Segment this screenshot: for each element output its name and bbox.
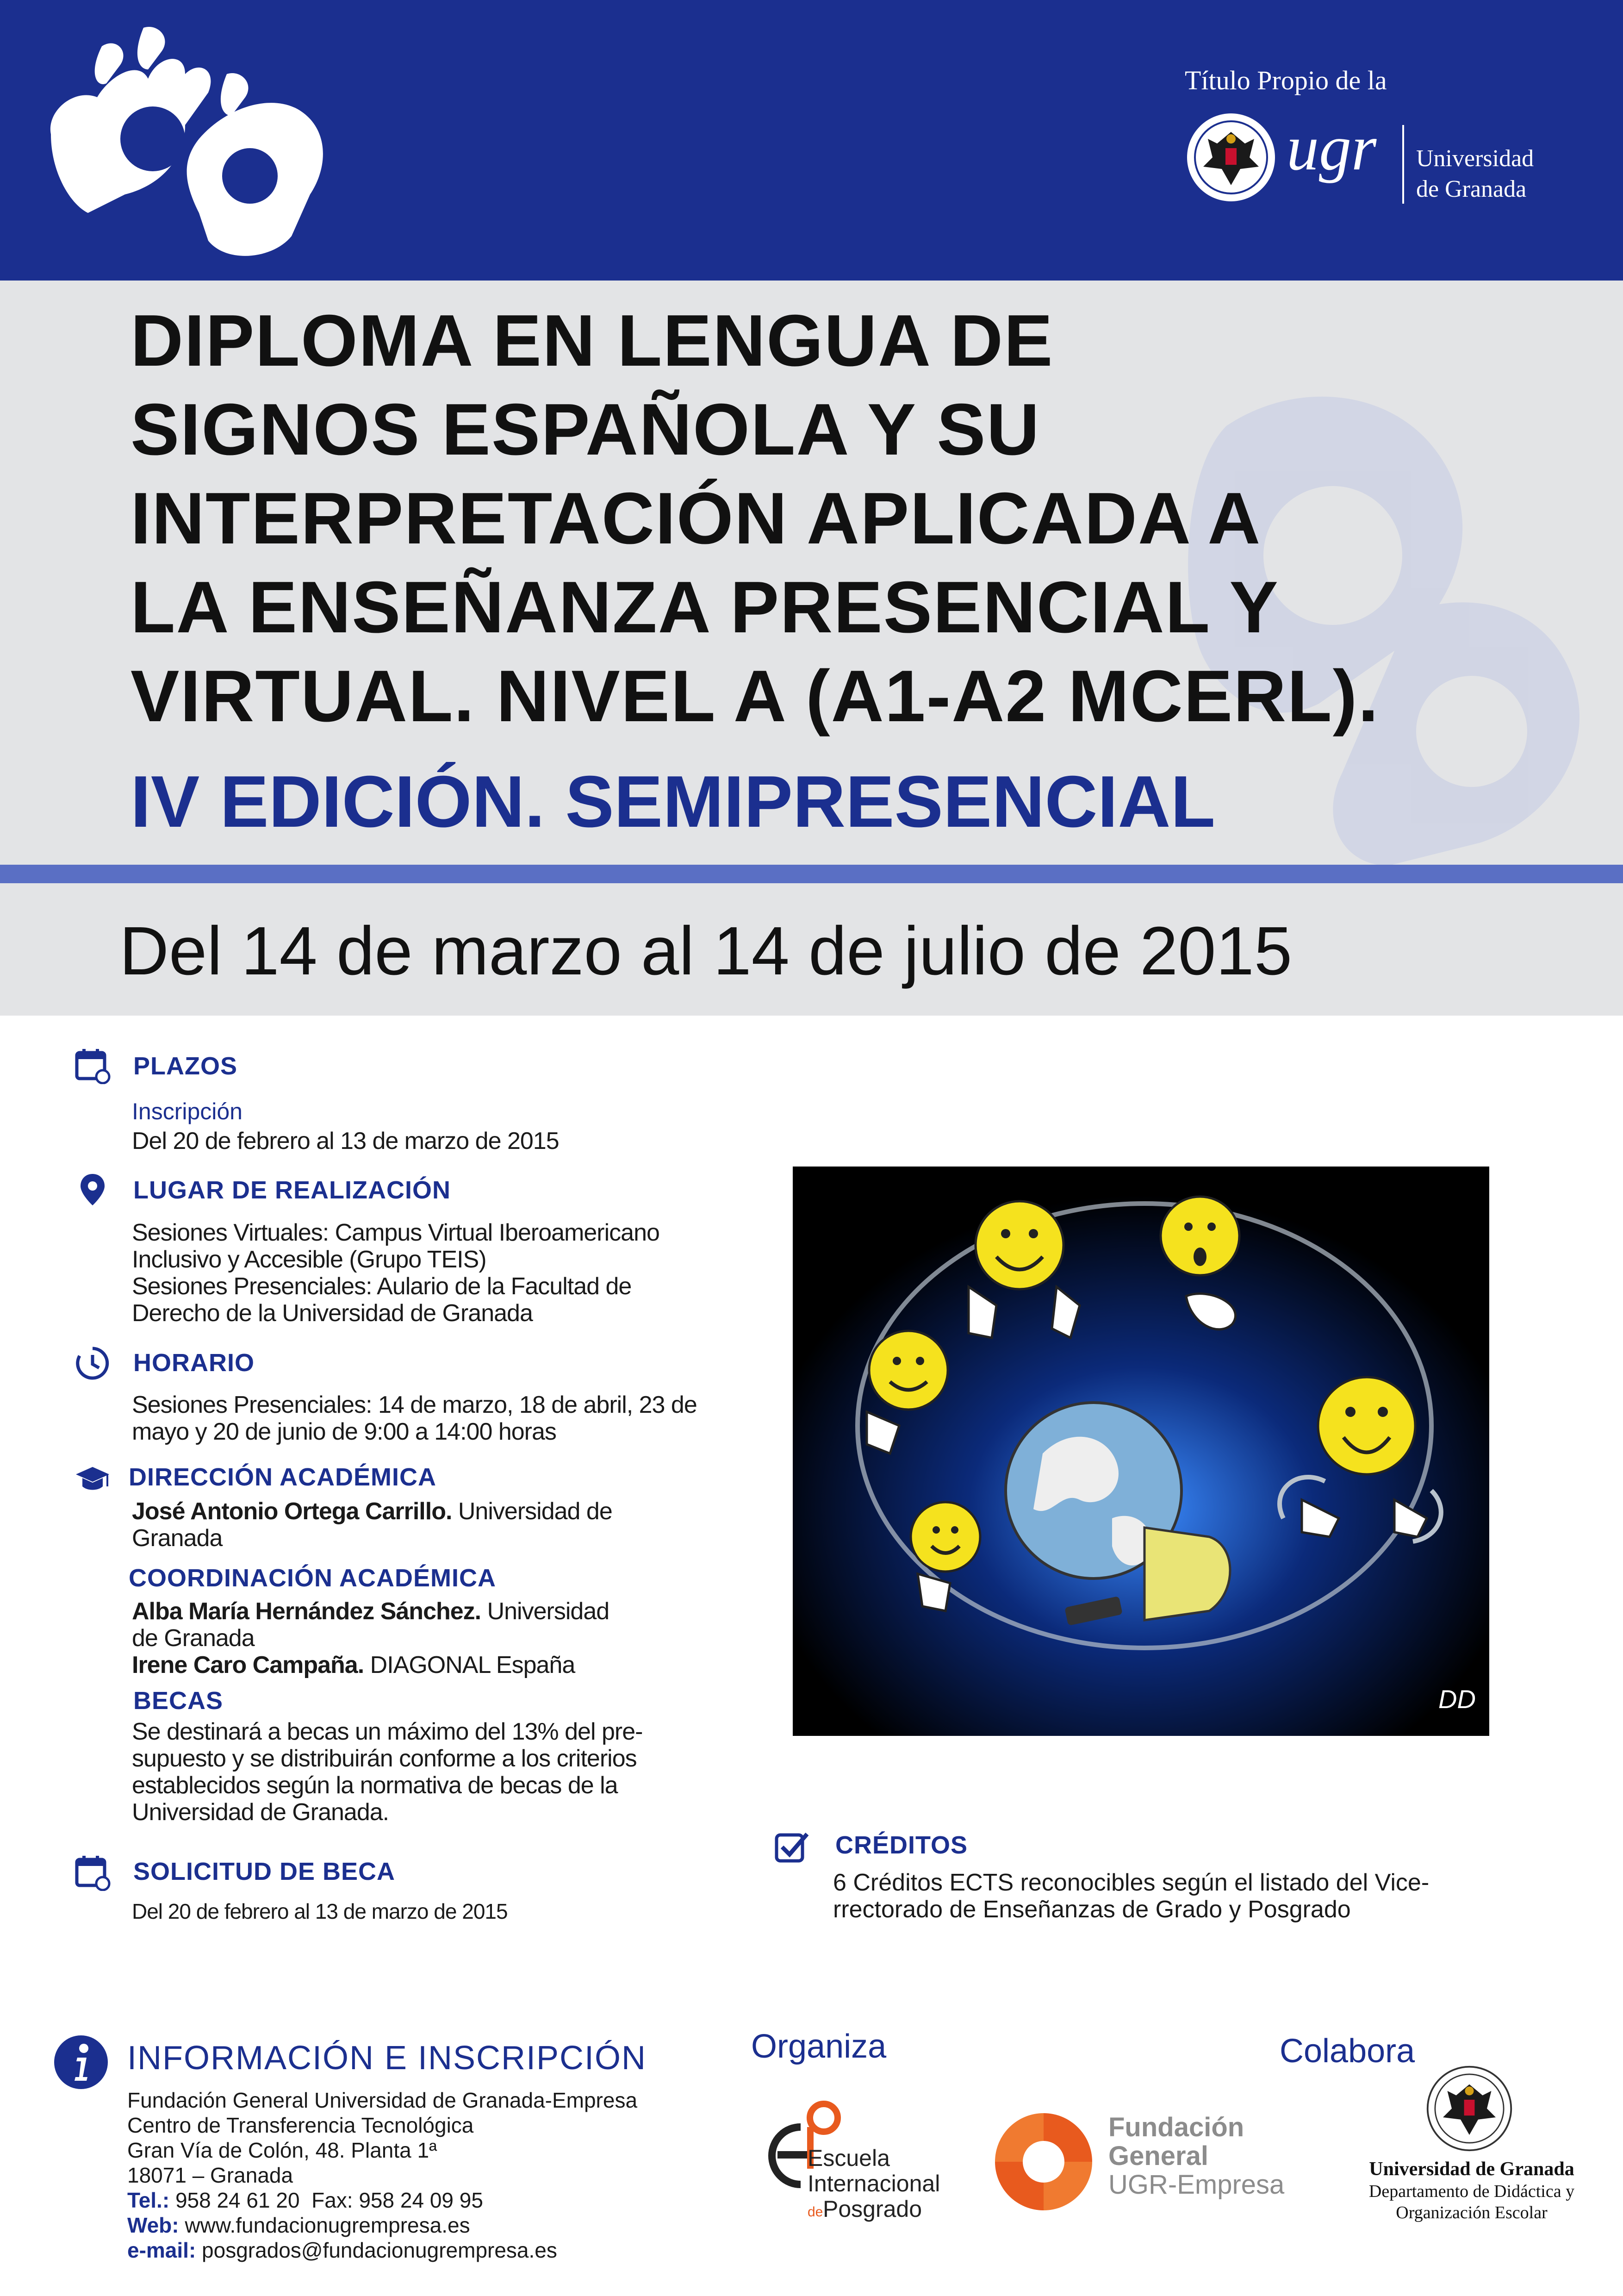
artist-signature: DD	[1438, 1685, 1476, 1714]
checkbox-check-icon	[773, 1828, 810, 1866]
ugr-header-logo	[1185, 65, 1601, 218]
info-heading: INFORMACIÓN E INSCRIPCIÓN	[127, 2040, 647, 2077]
course-dates: Del 14 de marzo al 14 de julio de 2015	[119, 913, 1293, 989]
ugr-seal-icon	[1185, 111, 1277, 204]
eip-name-line2: Internacional	[808, 2171, 940, 2196]
organiza-heading: Organiza	[751, 2028, 887, 2065]
plazos-heading: PLAZOS	[133, 1052, 238, 1080]
direccion-text: José Antonio Ortega Carrillo. Universidad de Granada	[132, 1498, 612, 1552]
phone-number: 958 24 61 20	[175, 2188, 300, 2212]
website-link[interactable]: www.fundacionugrempresa.es	[185, 2213, 470, 2237]
ugr-divider	[1402, 125, 1404, 204]
calendar-icon	[74, 1854, 111, 1891]
contact-details: Fundación General Universidad de Granada-Empresa Centro de Transferencia Tecnológica Gran Vía de Colón, 48. Planta 1ª 18071 – Granada Tel.: 958 24 61 20 Fax: 958 24 09 95 Web: www.fundacionugrempresa.es e-mail: posgrados@fundacionugrempresa.es	[127, 2088, 638, 2262]
fax-number: 958 24 09 95	[359, 2188, 483, 2212]
eip-name-line3: Posgrado	[823, 2196, 922, 2222]
colabora-heading: Colabora	[1280, 2033, 1415, 2070]
fundacion-general-logo-icon	[990, 2109, 1097, 2215]
title-propio-label: Título Propio de la	[1185, 65, 1387, 95]
coordinacion-text: Alba María Hernández Sánchez. Universidad de Granada Irene Caro Campaña. DIAGONAL España	[132, 1598, 609, 1678]
becas-heading: BECAS	[133, 1687, 224, 1715]
colabora-department-line1: Departamento de Didáctica y	[1368, 2182, 1575, 2201]
clock-icon	[74, 1345, 111, 1382]
university-name: Universidad de Granada	[1416, 145, 1534, 202]
graduation-cap-icon	[74, 1460, 111, 1497]
ugr-wordmark: ugr	[1287, 112, 1377, 184]
sign-language-hands-logo	[32, 19, 356, 278]
colabora-department-line2: Organización Escolar	[1396, 2203, 1548, 2222]
lugar-heading: LUGAR DE REALIZACIÓN	[133, 1176, 451, 1204]
lugar-text: Sesiones Virtuales: Campus Virtual Iberoamericano Inclusivo y Accesible (Grupo TEIS) Sesiones Presenciales: Aulario de la Facultad de Derecho de la Universidad de Granada	[132, 1219, 659, 1327]
title-divider	[0, 865, 1623, 883]
plazos-text: Del 20 de febrero al 13 de marzo de 2015	[132, 1128, 559, 1154]
becas-text: Se destinará a becas un máximo del 13% del pre- supuesto y se distribuirán conforme a los criterios establecidos según la normativa de becas de la Universidad de Granada.	[132, 1718, 643, 1826]
edition-subtitle: IV EDICIÓN. SEMIPRESENCIAL	[131, 761, 1216, 842]
eip-name-de: de	[808, 2204, 823, 2220]
calendar-icon	[74, 1047, 111, 1084]
location-pin-icon	[74, 1171, 111, 1208]
coordinacion-heading: COORDINACIÓN ACADÉMICA	[129, 1564, 496, 1592]
solicitud-heading: SOLICITUD DE BECA	[133, 1858, 396, 1885]
diploma-title: DIPLOMA EN LENGUA DE SIGNOS ESPAÑOLA Y SU INTERPRETACIÓN APLICADA A LA ENSEÑANZA PRESENCIAL Y VIRTUAL. NIVEL A (A1-A2 MCERL).	[131, 300, 1380, 737]
colabora-university: Universidad de Granada	[1369, 2159, 1574, 2180]
sign-language-globe-illustration	[793, 1167, 1489, 1736]
info-icon	[53, 2034, 109, 2090]
eip-name-line1: Escuela	[808, 2145, 890, 2171]
creditos-heading: CRÉDITOS	[835, 1831, 968, 1859]
horario-heading: HORARIO	[133, 1349, 255, 1377]
fg-name-line2: General	[1108, 2141, 1208, 2171]
fg-name-line3: UGR-Empresa	[1108, 2170, 1285, 2200]
email-link[interactable]: posgrados@fundacionugrempresa.es	[202, 2238, 557, 2262]
horario-text: Sesiones Presenciales: 14 de marzo, 18 de abril, 23 de mayo y 20 de junio de 9:00 a 14:00 horas	[132, 1391, 697, 1445]
plazos-subheading: Inscripción	[132, 1098, 243, 1124]
creditos-text: 6 Créditos ECTS reconocibles según el listado del Vice- rrectorado de Enseñanzas de Grado y Posgrado	[833, 1869, 1430, 1923]
direccion-heading: DIRECCIÓN ACADÉMICA	[129, 1463, 436, 1491]
fg-name-line1: Fundación	[1108, 2112, 1244, 2142]
ugr-seal-icon	[1425, 2065, 1513, 2152]
solicitud-text: Del 20 de febrero al 13 de marzo de 2015	[132, 1899, 508, 1923]
